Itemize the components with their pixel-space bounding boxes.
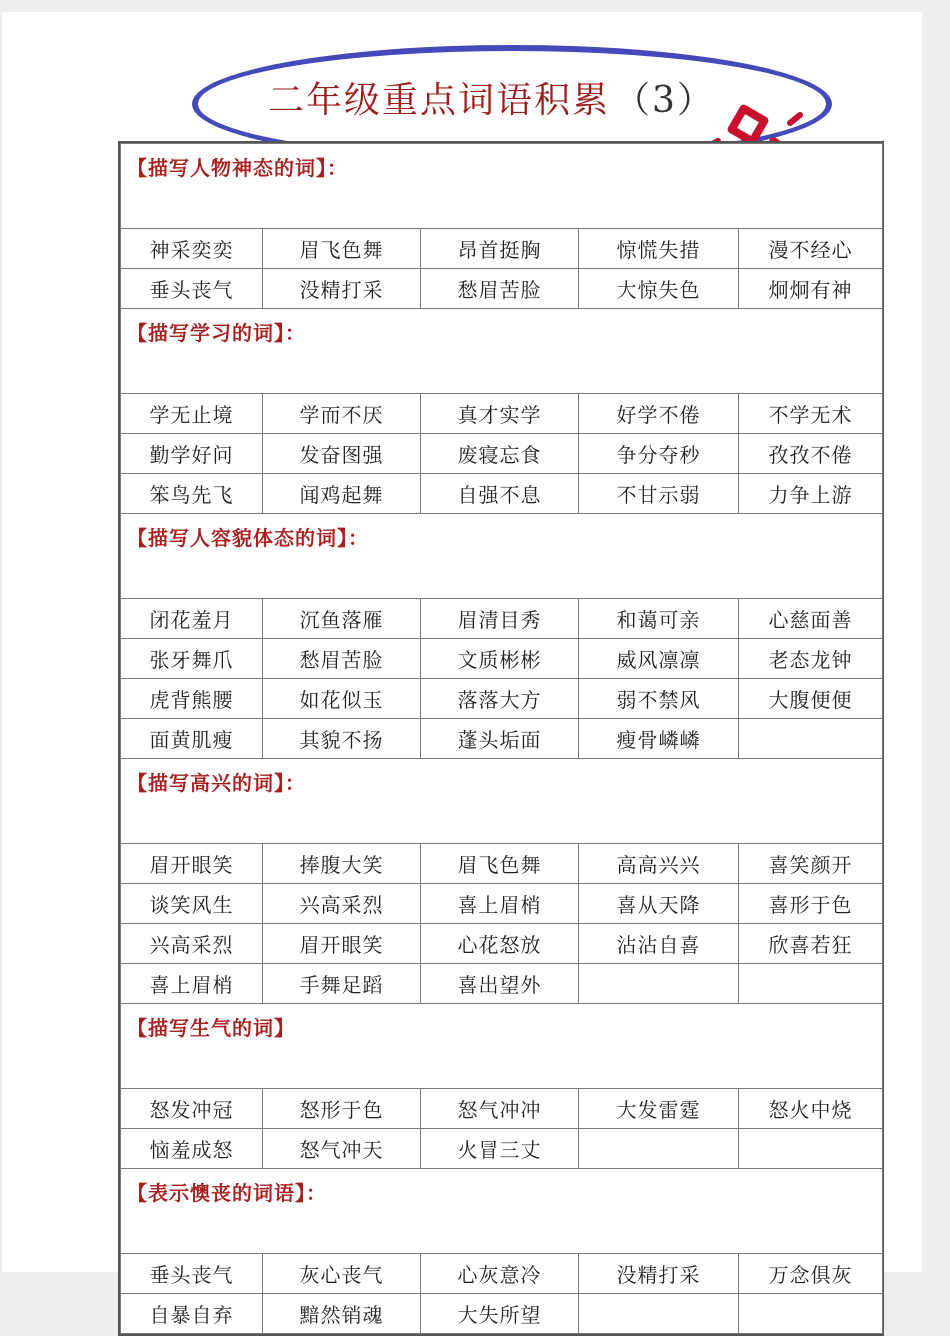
word-cell: 大腹便便: [739, 679, 883, 719]
word-row: [121, 719, 883, 759]
word-cell: [739, 964, 883, 1004]
word-cell: 老态龙钟: [739, 639, 883, 679]
word-cell: 喜笑颜开: [739, 844, 883, 884]
word-cell: 眉开眼笑: [263, 924, 421, 964]
word-cell: 大惊失色: [579, 269, 739, 309]
section-heading-row: [121, 144, 883, 229]
word-row: [121, 884, 883, 924]
word-cell: 喜上眉梢: [121, 964, 263, 1004]
section-heading: 【描写学习的词】：: [121, 309, 883, 394]
word-cell: [739, 1129, 883, 1169]
word-cell: 垂头丧气: [121, 1254, 263, 1294]
word-cell: [739, 719, 883, 759]
word-cell: 喜从天降: [579, 884, 739, 924]
section-heading: 【表示懊丧的词语】：: [121, 1169, 883, 1254]
word-cell: 万念俱灰: [739, 1254, 883, 1294]
word-cell: 漫不经心: [739, 229, 883, 269]
word-cell: 如花似玉: [263, 679, 421, 719]
section-heading-row: [121, 309, 883, 394]
word-cell: 笨鸟先飞: [121, 474, 263, 514]
word-cell: 眉开眼笑: [121, 844, 263, 884]
word-cell: 兴高采烈: [121, 924, 263, 964]
page-title: [268, 72, 715, 123]
word-cell: 火冒三丈: [421, 1129, 579, 1169]
word-cell: 昂首挺胸: [421, 229, 579, 269]
word-cell: 心灰意冷: [421, 1254, 579, 1294]
word-cell: 好学不倦: [579, 394, 739, 434]
word-row: [121, 639, 883, 679]
word-cell: 愁眉苦脸: [263, 639, 421, 679]
word-cell: 虎背熊腰: [121, 679, 263, 719]
word-cell: 高高兴兴: [579, 844, 739, 884]
word-cell: 不学无术: [739, 394, 883, 434]
word-cell: 恼羞成怒: [121, 1129, 263, 1169]
word-row: [121, 599, 883, 639]
word-cell: 心花怒放: [421, 924, 579, 964]
word-row: [121, 434, 883, 474]
word-cell: 大发雷霆: [579, 1089, 739, 1129]
section-heading: 【描写生气的词】: [121, 1004, 883, 1089]
word-cell: 神采奕奕: [121, 229, 263, 269]
word-row: [121, 394, 883, 434]
word-row: [121, 474, 883, 514]
word-cell: 惊慌失措: [579, 229, 739, 269]
word-cell: 眉飞色舞: [421, 844, 579, 884]
word-cell: 捧腹大笑: [263, 844, 421, 884]
section-heading-row: [121, 1004, 883, 1089]
word-cell: 黯然销魂: [263, 1294, 421, 1334]
word-cell: 心慈面善: [739, 599, 883, 639]
word-cell: 闭花羞月: [121, 599, 263, 639]
word-row: [121, 229, 883, 269]
word-cell: 愁眉苦脸: [421, 269, 579, 309]
word-row: [121, 1294, 883, 1334]
word-cell: 闻鸡起舞: [263, 474, 421, 514]
word-cell: 眉清目秀: [421, 599, 579, 639]
page-title-text: 二年级重点词语积累: [268, 80, 611, 121]
section-heading: 【描写人容貌体态的词】：: [121, 514, 883, 599]
word-cell: 沉鱼落雁: [263, 599, 421, 639]
word-cell: 废寝忘食: [421, 434, 579, 474]
word-cell: 张牙舞爪: [121, 639, 263, 679]
word-cell: 炯炯有神: [739, 269, 883, 309]
word-cell: 自强不息: [421, 474, 579, 514]
word-row: [121, 844, 883, 884]
word-row: [121, 679, 883, 719]
word-cell: 力争上游: [739, 474, 883, 514]
word-cell: 喜形于色: [739, 884, 883, 924]
word-cell: 和蔼可亲: [579, 599, 739, 639]
section-heading-row: [121, 514, 883, 599]
word-cell: [739, 1294, 883, 1334]
word-row: [121, 1129, 883, 1169]
word-cell: 不甘示弱: [579, 474, 739, 514]
word-cell: 怒形于色: [263, 1089, 421, 1129]
word-cell: 谈笑风生: [121, 884, 263, 924]
word-cell: 瘦骨嶙嶙: [579, 719, 739, 759]
word-cell: 弱不禁风: [579, 679, 739, 719]
section-heading: 【描写人物神态的词】：: [121, 144, 883, 229]
word-cell: 学而不厌: [263, 394, 421, 434]
word-cell: 怒火中烧: [739, 1089, 883, 1129]
word-row: [121, 1254, 883, 1294]
section-heading-row: [121, 759, 883, 844]
word-cell: 眉飞色舞: [263, 229, 421, 269]
word-cell: 学无止境: [121, 394, 263, 434]
word-cell: [579, 1129, 739, 1169]
word-row: [121, 964, 883, 1004]
word-cell: 勤学好问: [121, 434, 263, 474]
word-row: [121, 1089, 883, 1129]
word-cell: 灰心丧气: [263, 1254, 421, 1294]
word-cell: 没精打采: [579, 1254, 739, 1294]
word-cell: 其貌不扬: [263, 719, 421, 759]
word-cell: 落落大方: [421, 679, 579, 719]
vocabulary-sheet: [118, 141, 884, 1336]
word-cell: 文质彬彬: [421, 639, 579, 679]
word-row: [121, 269, 883, 309]
page-title-number: （3）: [614, 80, 715, 121]
word-cell: 垂头丧气: [121, 269, 263, 309]
word-row: [121, 924, 883, 964]
word-cell: 孜孜不倦: [739, 434, 883, 474]
word-cell: [579, 1294, 739, 1334]
word-cell: 怒气冲冲: [421, 1089, 579, 1129]
word-cell: 怒发冲冠: [121, 1089, 263, 1129]
word-cell: 手舞足蹈: [263, 964, 421, 1004]
word-cell: 欣喜若狂: [739, 924, 883, 964]
word-cell: 没精打采: [263, 269, 421, 309]
word-cell: 威风凛凛: [579, 639, 739, 679]
word-cell: 面黄肌瘦: [121, 719, 263, 759]
word-cell: 自暴自弃: [121, 1294, 263, 1334]
section-heading: 【描写高兴的词】：: [121, 759, 883, 844]
word-cell: 兴高采烈: [263, 884, 421, 924]
word-cell: 蓬头垢面: [421, 719, 579, 759]
word-cell: [579, 964, 739, 1004]
word-cell: 争分夺秒: [579, 434, 739, 474]
word-cell: 沾沾自喜: [579, 924, 739, 964]
word-cell: 真才实学: [421, 394, 579, 434]
word-cell: 喜上眉梢: [421, 884, 579, 924]
word-cell: 大失所望: [421, 1294, 579, 1334]
word-cell: 怒气冲天: [263, 1129, 421, 1169]
word-cell: 喜出望外: [421, 964, 579, 1004]
section-heading-row: [121, 1169, 883, 1254]
vocabulary-table: [120, 143, 883, 1334]
word-cell: 发奋图强: [263, 434, 421, 474]
